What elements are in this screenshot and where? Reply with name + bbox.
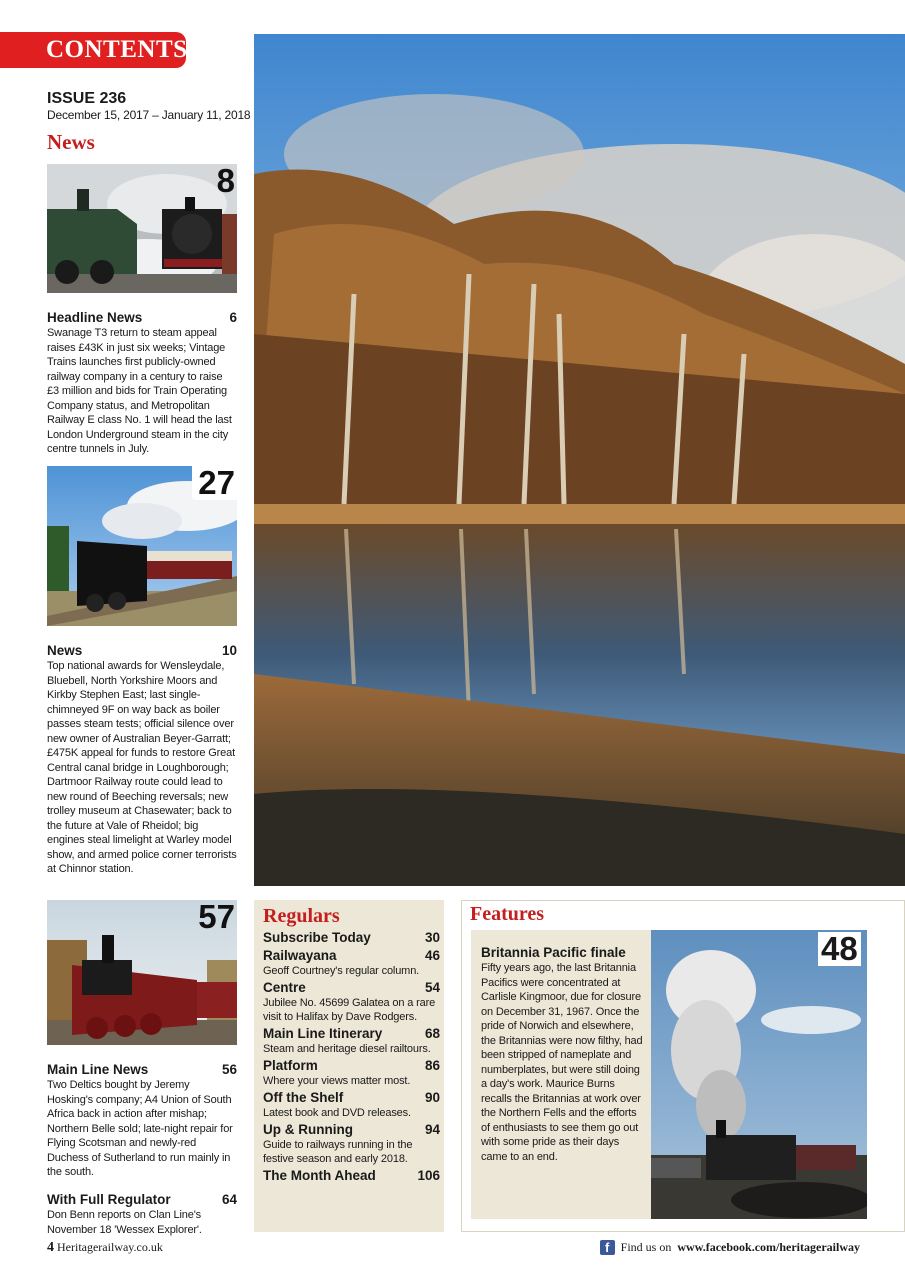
regular-title: Main Line Itinerary [263, 1026, 383, 1041]
entry-body: Top national awards for Wensleydale, Bluebell, North Yorkshire Moors and Kirkby Stephen East; last single-chimneyed 9F on way back as boiler passes steam tests; official silence over new owner of Australian Beyer-Garratt; £475K appeal for funds to restore Great Central canal bridge in Loughborough; Dartmoor Railway route could lead to new round of Beeching reversals; new trolley museum at Chasewater; back to the future at Vale of Rheidol; big engines steal limelight at Warley model show, and armed police corner terrorists at Chinnor station. [47, 660, 237, 875]
entry-page: 56 [221, 1062, 237, 1077]
facebook-icon: f [600, 1240, 615, 1255]
regular-desc: Where your views matter most. [263, 1075, 411, 1087]
regular-page: 94 [424, 1122, 440, 1137]
entry-title: Main Line News [47, 1062, 149, 1077]
page-number-badge: 57 [198, 900, 235, 935]
news-heading: News [47, 130, 95, 154]
regular-subscribe-today[interactable] [263, 930, 440, 946]
regular-railwayana[interactable] [263, 948, 440, 978]
feature-body: Fifty years ago, the last Britannia Pacifics were concentrated at Carlisle Kingmoor, due for closure on December 31, 1967. Once the pride of Norwich and elsewhere, the Britannias were now filthy, had been stripped of nameplate and numberplates, but were still doing a day's work. Maurice Burns recalls the Britannias at work over the Northern Fells and the efforts of enthusiasts to see them go out with some pride as their days came to an end. [481, 962, 643, 1163]
entry-main-line-news[interactable] [47, 1061, 237, 1180]
feature-photo [651, 930, 867, 1219]
regular-up-and-running[interactable] [263, 1122, 440, 1166]
features-heading: Features [470, 903, 545, 925]
entry-body: Don Benn reports on Clan Line's November 18 'Wessex Explorer'. [47, 1209, 202, 1236]
regular-title: Up & Running [263, 1122, 353, 1137]
footer-facebook[interactable] [600, 1240, 860, 1255]
regular-desc: Latest book and DVD releases. [263, 1107, 411, 1119]
regular-page: 54 [424, 980, 440, 995]
news-thumb-8[interactable] [47, 164, 237, 293]
feature-britannia[interactable] [471, 930, 867, 1219]
regular-desc: Guide to railways running in the festive season and early 2018. [263, 1139, 413, 1165]
britannia-locomotive-photo [651, 930, 867, 1219]
regular-title: Railwayana [263, 948, 337, 963]
regular-centre[interactable] [263, 980, 440, 1024]
regular-off-the-shelf[interactable] [263, 1090, 440, 1120]
entry-with-full-regulator[interactable] [47, 1191, 237, 1237]
features-panel [461, 900, 905, 1232]
regular-platform[interactable] [263, 1058, 440, 1088]
entry-title: Headline News [47, 310, 143, 325]
contents-tab: CONTENTS [0, 32, 186, 68]
regulars-panel [254, 900, 444, 1232]
page-number: 4 [47, 1240, 54, 1255]
issue-number: ISSUE 236 [47, 90, 127, 107]
regular-title: Subscribe Today [263, 930, 371, 945]
entry-body: Two Deltics bought by Jeremy Hosking's company; A4 Union of South Africa back in action after mishap; Northern Belle sold; late-night repair for Flying Scotsman and newly-red Duchess of Sutherland to run mainly in the south. [47, 1079, 233, 1178]
entry-headline-news[interactable] [47, 309, 237, 457]
regular-desc: Jubilee No. 45699 Galatea on a rare visit to Halifax by Dave Rodgers. [263, 997, 436, 1023]
regulars-heading: Regulars [263, 905, 340, 927]
regular-page: 90 [424, 1090, 440, 1105]
regular-page: 86 [424, 1058, 440, 1073]
steam-locomotives-photo [47, 164, 237, 293]
page-number-badge: 8 [216, 164, 235, 199]
regular-desc: Steam and heritage diesel railtours. [263, 1043, 431, 1055]
page-number-badge: 48 [818, 932, 861, 966]
entry-news[interactable] [47, 642, 237, 877]
regular-title: Centre [263, 980, 306, 995]
entry-title: With Full Regulator [47, 1192, 171, 1207]
footer-page [47, 1240, 163, 1256]
site-name[interactable]: Heritagerailway.co.uk [57, 1240, 163, 1254]
regular-desc: Geoff Courtney's regular column. [263, 965, 420, 977]
regular-page: 106 [417, 1168, 440, 1183]
entry-title: News [47, 643, 83, 658]
page-number-badge: 27 [192, 466, 237, 500]
feature-title: Britannia Pacific finale [481, 945, 626, 960]
regular-page: 46 [424, 948, 440, 963]
regular-title: The Month Ahead [263, 1168, 376, 1183]
entry-page: 6 [229, 310, 237, 325]
lake-trees-photo [254, 34, 905, 886]
regular-month-ahead[interactable] [263, 1168, 440, 1184]
entry-page: 10 [221, 643, 237, 658]
facebook-url[interactable]: www.facebook.com/heritagerailway [677, 1240, 860, 1254]
regular-title: Off the Shelf [263, 1090, 344, 1105]
news-thumb-57[interactable] [47, 900, 237, 1045]
regular-page: 30 [424, 930, 440, 945]
news-thumb-27[interactable] [47, 466, 237, 626]
regular-title: Platform [263, 1058, 318, 1073]
regular-main-line-itinerary[interactable] [263, 1026, 440, 1056]
issue-dates: December 15, 2017 – January 11, 2018 [47, 108, 251, 122]
entry-page: 64 [221, 1192, 237, 1207]
hero-photo [254, 34, 905, 886]
regular-page: 68 [424, 1026, 440, 1041]
entry-body: Swanage T3 return to steam appeal raises £43K in just six weeks; Vintage Trains launches first publicly-owned railway company in a century to raise £3 million and bids for Train Operating Company status, and Metropolitan Railway E class No. 1 will head the last London Underground steam in the city centre tunnels in July. [47, 327, 232, 455]
facebook-prefix: Find us on [620, 1240, 672, 1254]
